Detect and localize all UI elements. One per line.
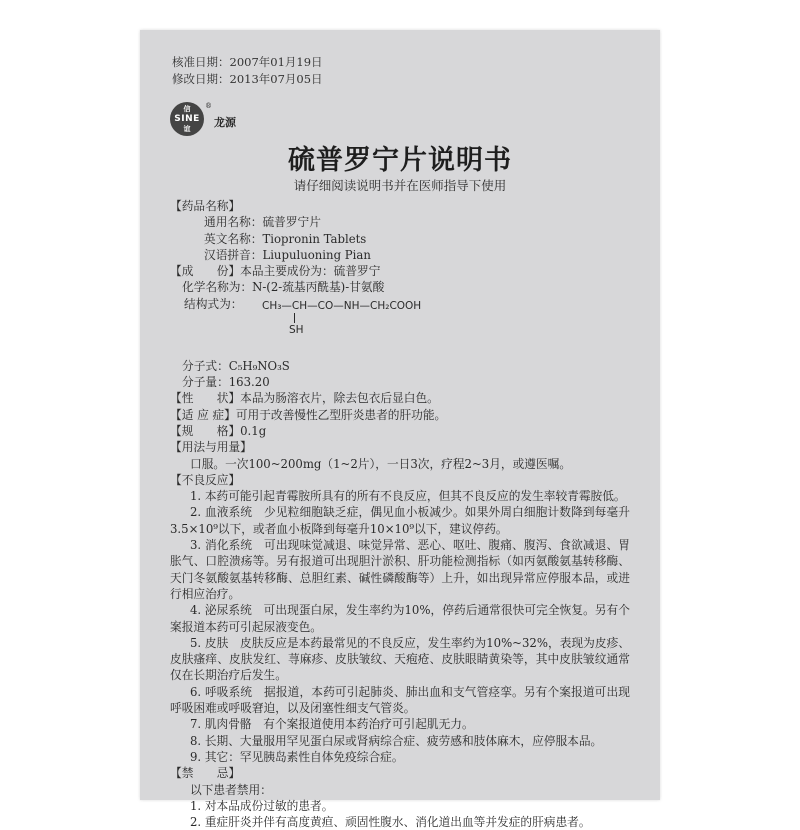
- contraindications-intro: 以下患者禁用：: [190, 782, 272, 797]
- dates-block: [172, 54, 323, 88]
- character-section: 【性 状】本品为肠溶衣片，除去包衣后显白色。: [170, 391, 439, 406]
- english-name: 英文名称：Tiopronin Tablets: [204, 231, 367, 246]
- spec-section: 【规 格】0.1g: [170, 423, 267, 438]
- adverse-item-1: 1. 本药可能引起青霉胺所具有的所有不良反应，但其不良反应的发生率较青霉胺低。: [190, 489, 626, 504]
- structure-diagram: [262, 298, 422, 336]
- indications-section: 【适 应 症】可用于改善慢性乙型肝炎患者的肝功能。: [170, 407, 447, 422]
- composition-heading: 【成 份】本品主要成份为：硫普罗宁: [170, 264, 381, 279]
- approval-date: 核准日期：2007年01月19日: [172, 55, 323, 69]
- adverse-item-4: 4. 泌尿系统 可出现蛋白尿，发生率约为10%，停药后通常很快可完全恢复。另有个案报道本药可引起尿液变色。: [170, 603, 630, 634]
- contraindications-heading: 【禁 忌】: [170, 766, 241, 781]
- adverse-item-6: 6. 呼吸系统 据报道，本药可引起肺炎、肺出血和支气管痉挛。另有个案报道可出现呼吸困难或呼吸窘迫，以及闭塞性细支气管炎。: [170, 684, 630, 716]
- adverse-item-9: 9. 其它：罕见胰岛素性自体免疫综合症。: [190, 749, 404, 764]
- document-title: 硫普罗宁片说明书: [288, 145, 512, 176]
- brand-name: 龙源: [214, 116, 236, 129]
- adverse-item-3: 3. 消化系统 可出现味觉减退、味觉异常、恶心、呕吐、腹痛、腹泻、食欲减退、胃胀气、口腔溃疡等。另有报道可出现胆汁淤积、肝功能检测指标（如丙氨酸氨基转移酶、天门冬氨酸氨基转移酶、总胆红素、碱性磷酸酶等）上升，如出现异常应停服本品，或进行相应治疗。: [170, 538, 630, 601]
- adverse-item-2: 2. 血液系统 少见粒细胞缺乏症，偶见血小板减少。如果外周白细胞计数降到每毫升3.5×10⁹以下，或者血小板降到每毫升10×10⁹以下，建议停药。: [170, 505, 630, 536]
- adverse-item-5: 5. 皮肤 皮肤反应是本药最常见的不良反应，发生率约为10%~32%，表现为皮疹、皮肤瘙痒、皮肤发红、荨麻疹、皮肤皱纹、天疱疮、皮肤眼睛黄染等，其中皮肤皱纹通常仅在长期治疗后发生。: [170, 635, 630, 683]
- chemical-name: 化学名称为：N-(2-巯基丙酰基)-甘氨酸: [182, 280, 385, 295]
- registered-mark: ®: [205, 102, 212, 110]
- structure-branch: SH: [289, 323, 304, 336]
- revision-date: 修改日期：2013年07月05日: [172, 72, 323, 86]
- usage-text: 口服。一次100~200mg（1~2片），一日3次，疗程2~3月，或遵医嘱。: [190, 456, 572, 471]
- sine-seal-icon: 信 SINE 谊: [170, 102, 204, 136]
- contraindication-item-1: 1. 对本品成份过敏的患者。: [190, 798, 334, 813]
- adverse-item-7: 7. 肌肉骨骼 有个案报道使用本药治疗可引起肌无力。: [190, 717, 474, 732]
- brand-logo: [170, 102, 236, 136]
- document-subtitle: 请仔细阅读说明书并在医师指导下使用: [293, 178, 507, 193]
- usage-heading: 【用法与用量】: [170, 440, 252, 455]
- structure-main-chain: CH₃—CH—CO—NH—CH₂COOH: [262, 299, 422, 312]
- molecular-weight: 分子量：163.20: [182, 375, 270, 390]
- drug-name-heading: 【药品名称】: [170, 199, 241, 213]
- leaflet-page: [140, 30, 660, 830]
- contraindication-item-2: 2. 重症肝炎并伴有高度黄疸、顽固性腹水、消化道出血等并发症的肝病患者。: [190, 815, 591, 830]
- molecular-formula: 分子式：C₅H₉NO₃S: [182, 358, 290, 373]
- structural-formula: [170, 296, 630, 358]
- pinyin-name: 汉语拼音：Liupuluoning Pian: [204, 247, 371, 262]
- structure-label: 结构式为：: [184, 296, 243, 311]
- adverse-item-8: 8. 长期、大量服用罕见蛋白尿或肾病综合症、疲劳感和肢体麻木，应停服本品。: [190, 733, 603, 748]
- document-body: [170, 198, 630, 830]
- generic-name: 通用名称：硫普罗宁片: [204, 215, 321, 230]
- adverse-heading: 【不良反应】: [170, 472, 241, 487]
